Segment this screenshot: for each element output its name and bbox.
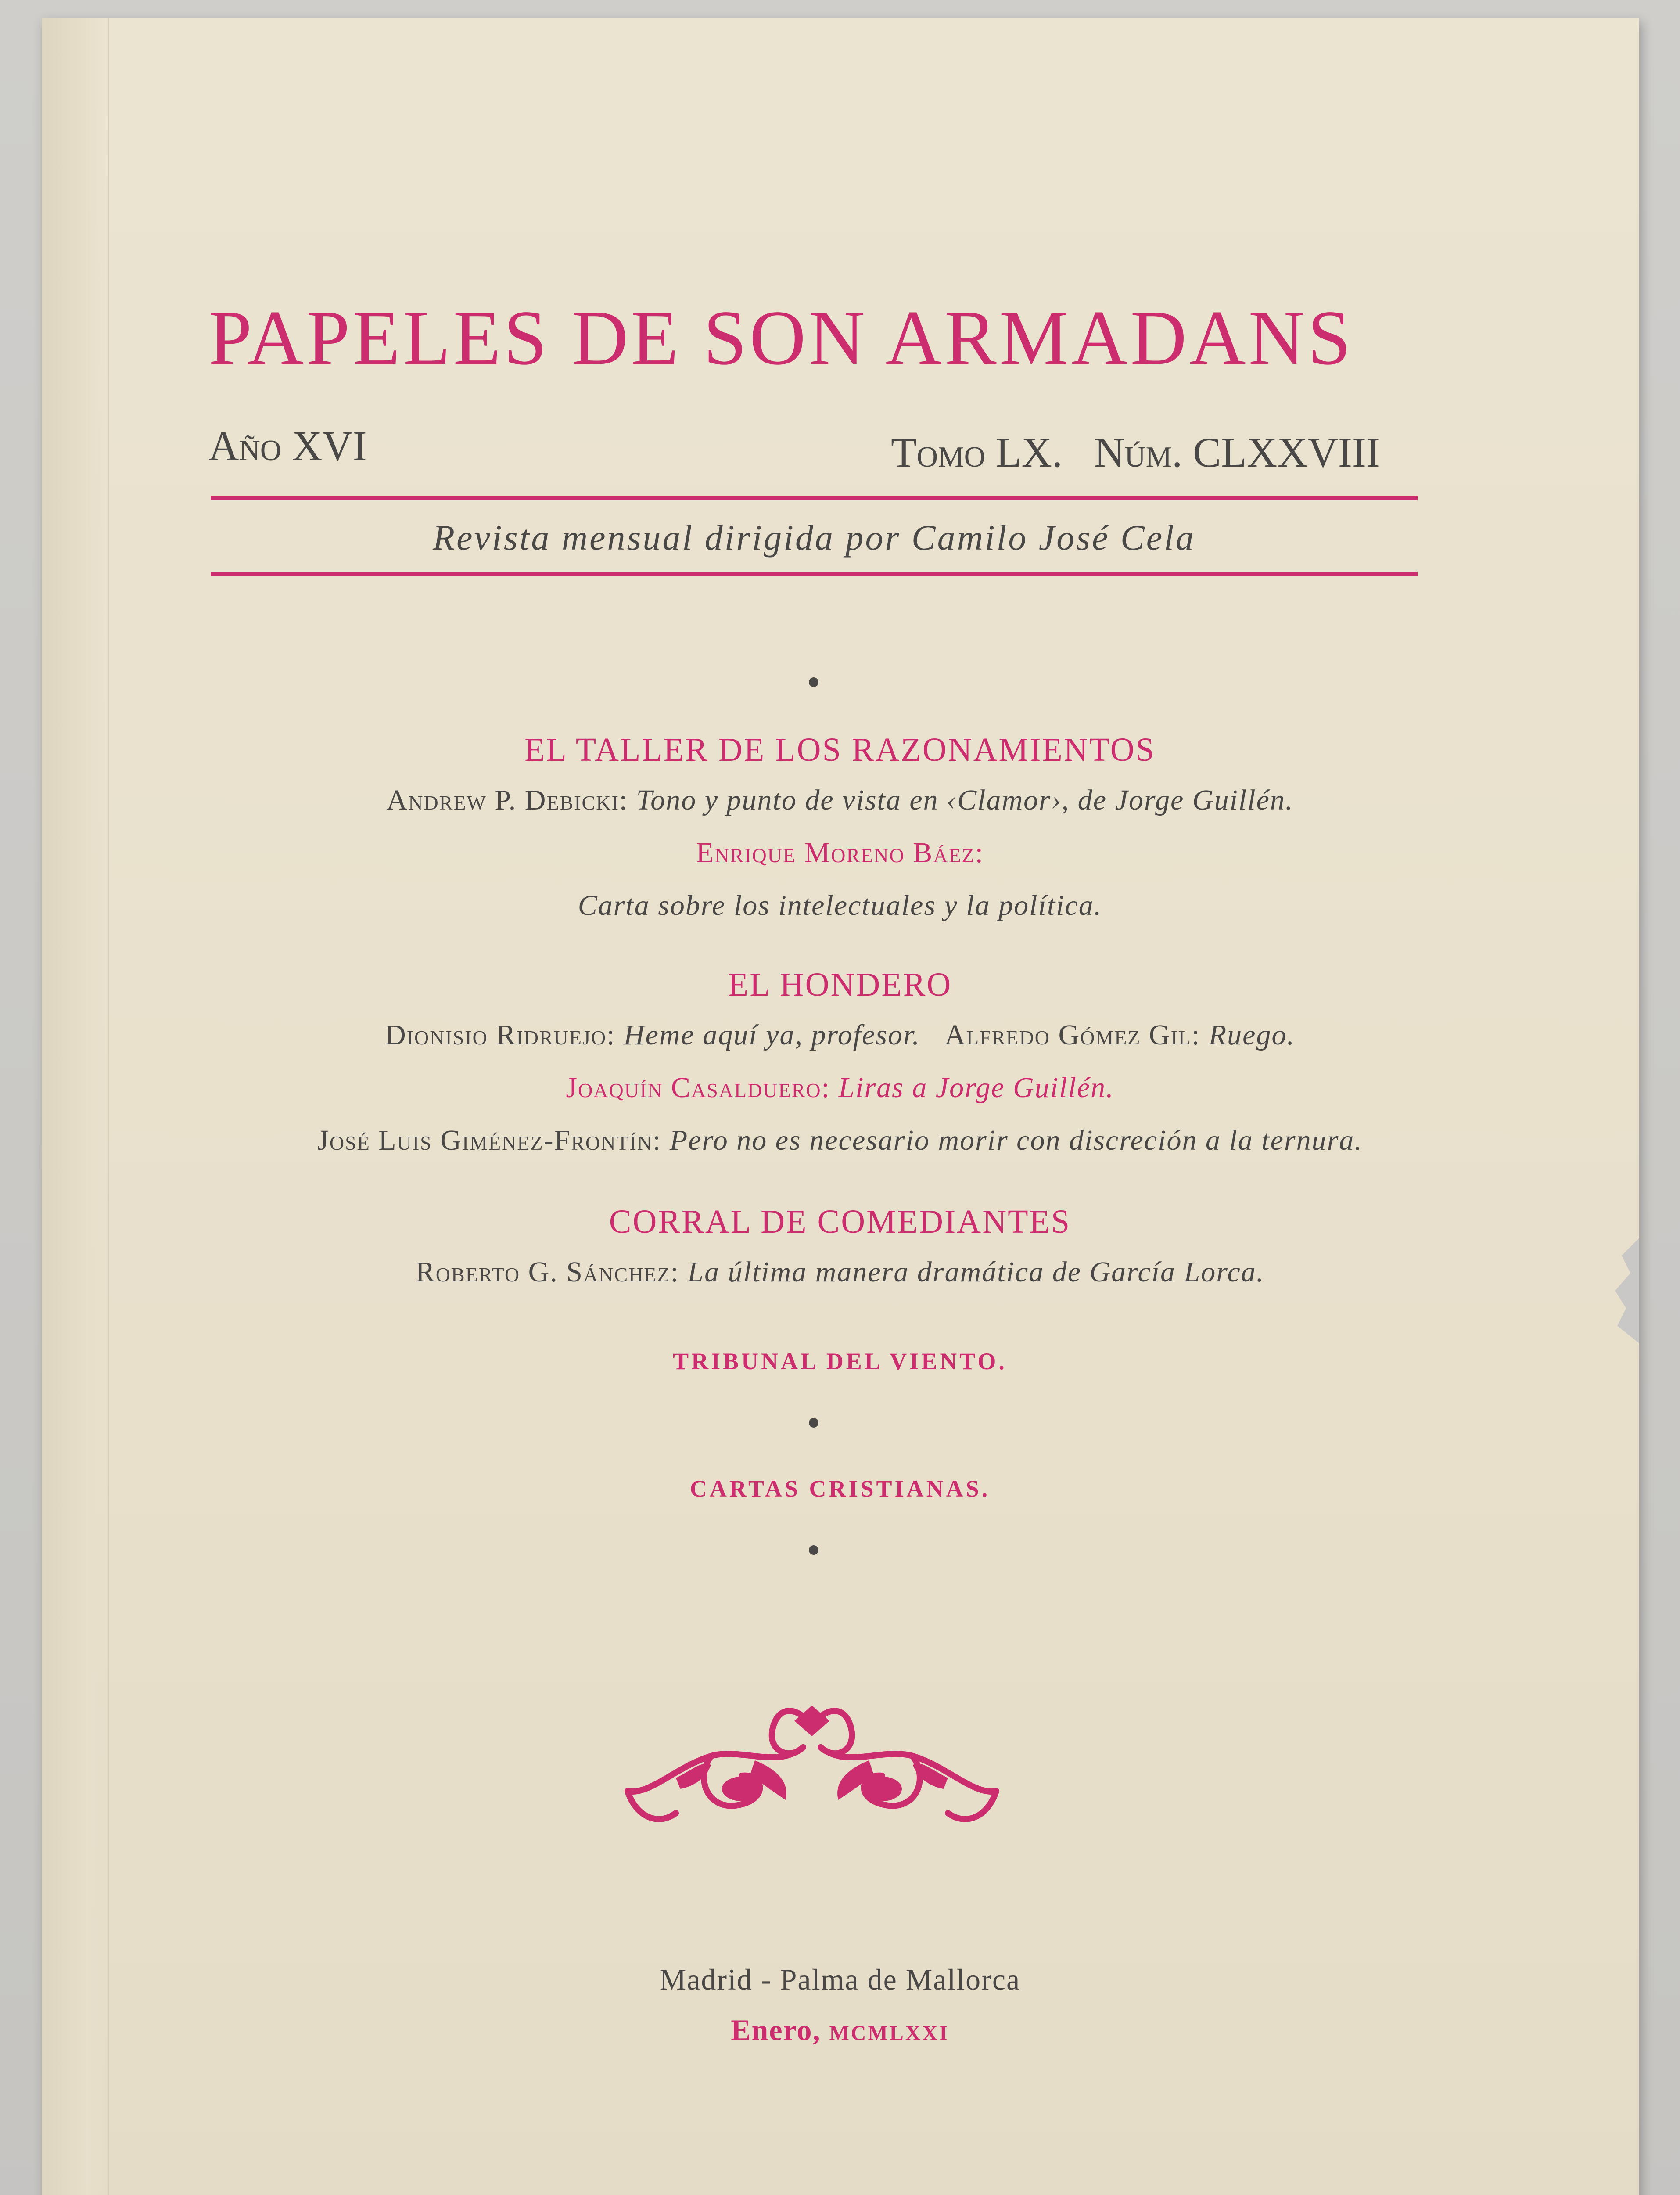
contents-entry xyxy=(132,1018,1548,1052)
entry-work: Ruego. xyxy=(1208,1019,1295,1051)
masthead-title: PAPELES DE SON ARMADANS xyxy=(208,294,1354,381)
section-heading: EL TALLER DE LOS RAZONAMIENTOS xyxy=(524,731,1156,768)
contents-entry xyxy=(132,784,1548,817)
entry-author: Andrew P. Debicki: xyxy=(386,784,628,816)
contents-entry xyxy=(132,1071,1548,1105)
publication-place: Madrid - Palma de Mallorca xyxy=(659,1963,1021,1996)
bullet-dot xyxy=(809,1545,818,1555)
bullet-dot xyxy=(809,1418,818,1428)
masthead-rule-bottom xyxy=(211,572,1418,576)
entry-work: Pero no es necesario morir con discreción a la ternura. xyxy=(669,1124,1363,1156)
publication-year: MCMLXXI xyxy=(829,2022,949,2045)
contents-entry xyxy=(132,889,1548,922)
publication-date xyxy=(132,2013,1548,2047)
masthead-year: Año XVI xyxy=(208,422,367,469)
entry-author: Enrique Moreno Báez: xyxy=(696,837,984,869)
entry-work: Heme aquí ya, profesor. xyxy=(623,1019,920,1051)
contents-entry xyxy=(132,1256,1548,1289)
contents-entry xyxy=(132,1124,1548,1157)
entry-work: Tono y punto de vista en ‹Clamor›, de Jorge Guillén. xyxy=(636,784,1294,816)
baroque-scroll-ornament-icon xyxy=(610,1695,1014,1839)
bullet-dot xyxy=(809,677,818,687)
entry-author: José Luis Giménez-Frontín: xyxy=(317,1124,662,1156)
section-heading: EL HONDERO xyxy=(728,966,952,1003)
contents-entry xyxy=(132,836,1548,870)
entry-work: La última manera dramática de García Lorca. xyxy=(687,1256,1265,1288)
masthead-rule-top xyxy=(211,496,1418,500)
entry-author: Roberto G. Sánchez: xyxy=(415,1256,679,1288)
entry-author: Joaquín Casalduero: xyxy=(566,1072,830,1104)
section-heading: TRIBUNAL DEL VIENTO. xyxy=(673,1348,1007,1375)
section-heading: CORRAL DE COMEDIANTES xyxy=(609,1203,1071,1240)
entry-work: Carta sobre los intelectuales y la política. xyxy=(578,889,1102,921)
entry-author: Alfredo Gómez Gil: xyxy=(944,1019,1201,1051)
masthead-volume-issue: Tomo LX. Núm. CLXXVIII xyxy=(891,429,1380,476)
publication-month: Enero, xyxy=(731,2013,821,2047)
section-heading: CARTAS CRISTIANAS. xyxy=(689,1475,991,1502)
entry-author: Dionisio Ridruejo: xyxy=(385,1019,616,1051)
masthead-subtitle: Revista mensual dirigida por Camilo José Cela xyxy=(433,518,1195,558)
entry-work: Liras a Jorge Guillén. xyxy=(838,1072,1114,1104)
